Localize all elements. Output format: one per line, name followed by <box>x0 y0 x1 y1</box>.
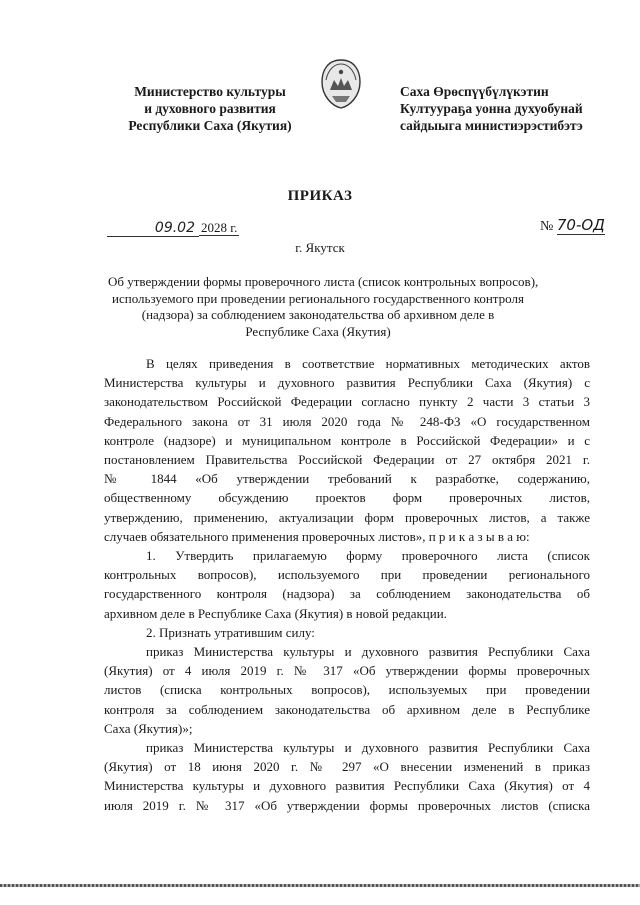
body-line: 1. Утвердить прилагаемую форму проверочного листа (список <box>146 548 590 564</box>
handwritten-number: 70-ОД <box>556 216 605 234</box>
date-year: 2028 г. <box>201 220 238 235</box>
body-line: контрольных вопросов), используемого при проведении регионального <box>104 567 590 583</box>
body-line: 2. Признать утратившим силу: <box>146 624 315 640</box>
number-prefix: № <box>540 219 554 234</box>
header-right-line: Култуураҕа уонна духуобунай <box>400 101 583 116</box>
order-number <box>540 216 605 235</box>
body-line: контроле (надзоре) и муниципальном контроле в Российской Федерации» и с <box>104 432 590 448</box>
body-line: постановлением Правительства Российской Федерации от 27 октября 2021 г. <box>104 452 590 468</box>
body-line: Саха (Якутия)»; <box>104 720 193 736</box>
order-subject <box>108 274 539 340</box>
subject-line: Об утверждении формы проверочного листа (список контрольных вопросов), <box>108 274 539 289</box>
body-line: Министерства культуры и духовного развития Республики Саха (Якутия) от 4 <box>104 778 590 794</box>
header-right-line: сайдыыга министиэрэстибэтэ <box>400 118 583 133</box>
city-name: г. Якутск <box>295 240 345 255</box>
body-line: Федерального закона от 31 июля 2020 года № 248-ФЗ «О государственном <box>104 413 590 429</box>
coat-of-arms-emblem-icon <box>318 58 364 110</box>
body-line: Министерства культуры и духовного развития Республики Саха (Якутия) с <box>104 375 590 391</box>
handwritten-date: 09.02 <box>107 220 199 237</box>
header-left-line: Министерство культуры <box>134 84 286 99</box>
body-line: общественному обсуждению проектов форм проверочных листов, <box>104 490 590 506</box>
body-line: контроля за соблюдением законодательства об архивном деле в Республике <box>104 701 590 717</box>
header-left-line: и духовного развития <box>144 101 276 116</box>
header-right-line: Саха Өрөспүүбүлүкэтин <box>400 84 549 99</box>
body-line: архивном деле в Республике Саха (Якутия) в новой редакции. <box>104 605 447 621</box>
subject-line: Республике Саха (Якутия) <box>245 323 391 339</box>
ministry-name-russian <box>90 83 330 134</box>
body-line: июля 2019 г. № 317 «Об утверждении формы проверочных листов (списка <box>104 797 590 813</box>
ministry-name-yakut <box>400 83 640 134</box>
body-line: законодательством Российской Федерации согласно пункту 2 части 3 статьи 3 <box>104 394 590 410</box>
subject-line: используемого при проведении регионального государственного контроля <box>112 290 524 306</box>
order-date <box>107 220 239 237</box>
order-body <box>104 354 590 815</box>
body-line: (Якутия) от 18 июня 2020 г. № 297 «О внесении изменений в приказ <box>104 759 590 775</box>
body-line: приказ Министерства культуры и духовного развития Республики Саха <box>146 644 590 660</box>
body-line: В целях приведения в соответствие нормативных методических актов <box>146 356 590 371</box>
subject-line: (надзора) за соблюдением законодательства об архивном деле в <box>141 307 495 322</box>
body-line: государственного контроля (надзора) за соблюдением законодательства об <box>104 586 590 602</box>
body-line: № 1844 «Об утверждении требований к разработке, содержанию, <box>104 471 590 487</box>
body-line: утверждению, применению, актуализации форм проверочных листов, а также <box>104 509 590 525</box>
body-line: приказ Министерства культуры и духовного развития Республики Саха <box>146 740 590 756</box>
body-line: случаев обязательного применения проверочных листов», п р и к а з ы в а ю: <box>104 528 530 544</box>
header-left-line: Республики Саха (Якутия) <box>128 118 292 133</box>
body-line: листов (списка контрольных вопросов), используемых при проведении <box>104 682 590 698</box>
body-line: (Якутия) от 4 июля 2019 г. № 317 «Об утверждении формы проверочных <box>104 663 590 679</box>
document-title: ПРИКАЗ <box>287 188 353 204</box>
scan-edge-divider <box>0 884 640 887</box>
